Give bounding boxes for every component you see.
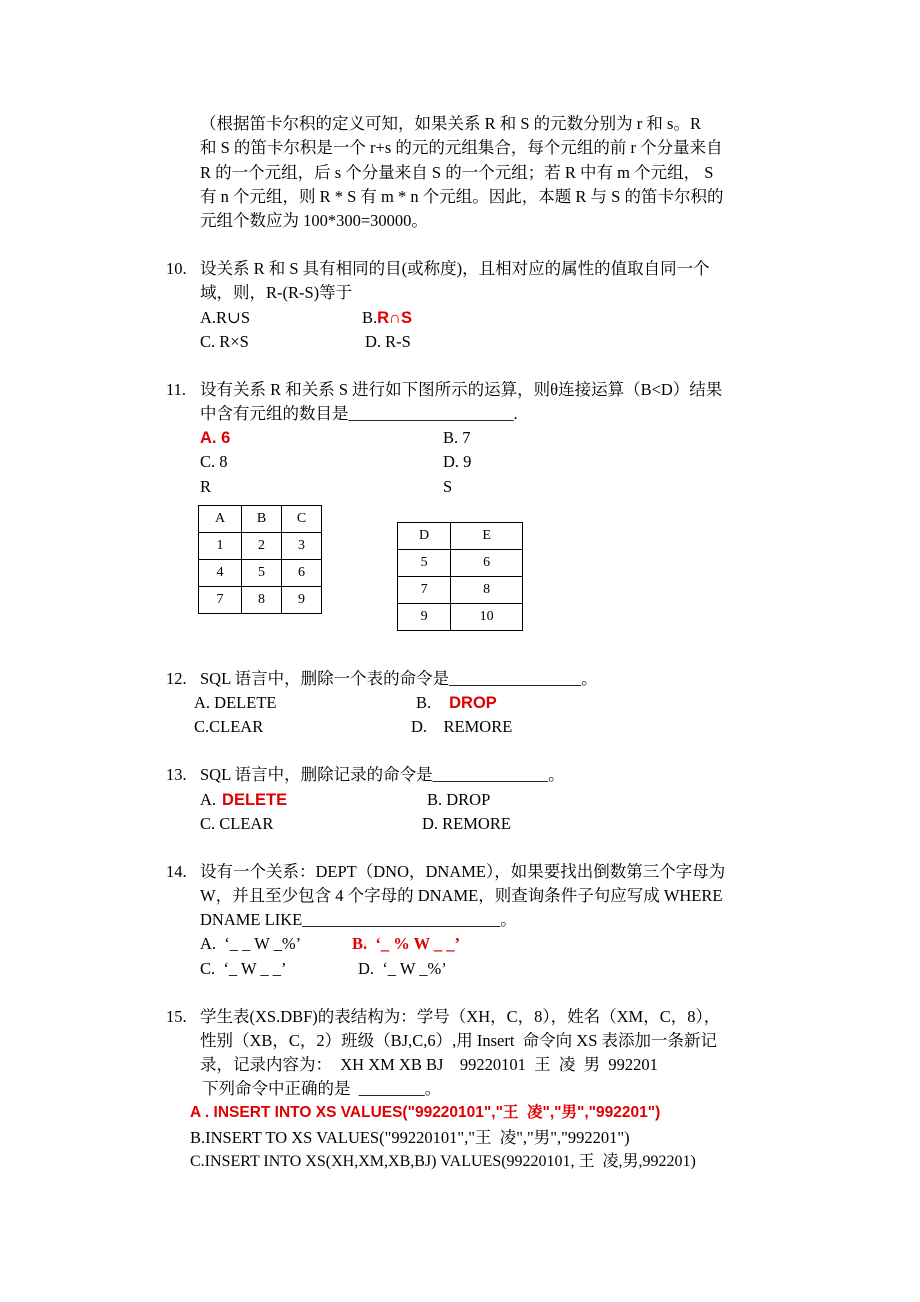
q10-answer: R∩S [377,309,412,327]
intro-line-5: 元组个数应为 100*300=30000。 [200,211,428,230]
table-row [398,550,523,577]
q14-answer-b: B. ‘_ % W _ _’ [352,934,461,953]
q14-option-a: A. ‘_ _ W _%’ [200,934,302,953]
table-cell: 3 [281,533,321,560]
q15-number: 15. [166,1007,187,1026]
table-header-cell: D [398,523,451,550]
q10-line-1: 设关系 R 和 S 具有相同的目(或称度)，且相对应的属性的值取自同一个 [200,259,710,278]
q12-option-d: D. REMORE [411,717,513,736]
table-cell: 5 [242,560,282,587]
q11-line-1: 设有关系 R 和关系 S 进行如下图所示的运算，则θ连接运算（B<D）结果 [200,380,723,399]
q11-line-2: 中含有元组的数目是____________________. [200,404,518,423]
q15-answer-a: A . INSERT INTO XS VALUES("99220101","王 凌","男","992201") [190,1104,661,1121]
q13-line-1: SQL 语言中，删除记录的命令是______________。 [200,765,565,784]
table-cell: 8 [242,587,282,614]
table-cell: 7 [398,577,451,604]
q13-option-c: C. CLEAR [200,814,274,833]
q10-option-b-prefix: B. [362,308,378,327]
intro-line-3: R 的一个元组，后 s 个分量来自 S 的一个元组；若 R 中有 m 个元组， S [200,163,714,182]
table-cell: 10 [451,604,523,631]
q12-option-b-prefix: B. [416,693,432,712]
q15-line-3: 录，记录内容为： XH XM XB BJ 99220101 王 凌 男 992201 [200,1055,658,1074]
q12-option-b [416,692,497,714]
table-cell: 4 [199,560,242,587]
q14-line-3: DNAME LIKE________________________。 [200,910,517,929]
table-cell: 6 [281,560,321,587]
table-row [398,577,523,604]
table-cell: 8 [451,577,523,604]
q11-table-r-label: R [200,477,212,496]
q13-option-a [200,789,287,811]
table-header-cell: E [451,523,523,550]
q11-answer-a: A. 6 [200,429,231,447]
q14-option-d: D. ‘_ W _%’ [358,959,447,978]
q12-answer: DROP [449,694,497,712]
intro-line-2: 和 S 的笛卡尔积是一个 r+s 的元的元组集合，每个元组的前 r 个分量来自 [200,138,723,157]
q13-option-a-prefix: A. [200,790,217,809]
q11-option-b: B. 7 [443,428,471,447]
table-row [199,560,322,587]
q10-option-c: C. R×S [200,332,249,351]
relation-s-table [397,522,523,631]
table-header-cell: C [281,506,321,533]
table-cell: 2 [242,533,282,560]
q11-option-c: C. 8 [200,452,228,471]
table-row [199,533,322,560]
q11-number: 11. [166,380,187,399]
q14-line-1: 设有一个关系：DEPT（DNO，DNAME），如果要找出倒数第三个字母为 [200,862,726,881]
q15-line-4: 下列命令中正确的是 ________。 [202,1079,442,1098]
q14-number: 14. [166,862,187,881]
q11-option-d: D. 9 [443,452,472,471]
q15-line-1: 学生表(XS.DBF)的表结构为：学号（XH，C，8），姓名（XM，C，8）， [200,1007,721,1026]
intro-line-1: （根据笛卡尔积的定义可知，如果关系 R 和 S 的元数分别为 r 和 s。R [200,114,701,133]
table-header-cell: B [242,506,282,533]
q10-option-b [362,307,412,329]
table-row [199,587,322,614]
table-cell: 6 [451,550,523,577]
q13-answer: DELETE [222,791,288,809]
q12-option-a: A. DELETE [194,693,277,712]
table-cell: 9 [398,604,451,631]
q11-table-s-label: S [443,477,453,496]
q10-line-2: 域，则，R-(R-S)等于 [200,283,353,302]
q10-number: 10. [166,259,187,278]
q12-number: 12. [166,669,187,688]
table-cell: 9 [281,587,321,614]
q12-option-c: C.CLEAR [194,717,264,736]
table-cell: 7 [199,587,242,614]
table-cell: 1 [199,533,242,560]
table-cell: 5 [398,550,451,577]
q13-option-b: B. DROP [427,790,491,809]
q14-option-c: C. ‘_ W _ _’ [200,959,287,978]
q13-option-d: D. REMORE [422,814,511,833]
q15-option-b: B.INSERT TO XS VALUES("99220101","王 凌","男","992201") [190,1128,630,1147]
table-header-cell: A [199,506,242,533]
table-row [398,604,523,631]
intro-line-4: 有 n 个元组，则 R * S 有 m * n 个元组。因此，本题 R 与 S 的笛卡尔积的 [200,187,724,206]
q10-option-d: D. R-S [365,332,411,351]
q10-option-a: A.R∪S [200,308,251,327]
q15-option-c: C.INSERT INTO XS(XH,XM,XB,BJ) VALUES(99220101, 王 凌,男,992201) [190,1153,696,1170]
q14-line-2: W，并且至少包含 4 个字母的 DNAME，则查询条件子句应写成 WHERE [200,886,723,905]
q13-number: 13. [166,765,187,784]
q15-line-2: 性别（XB，C，2）班级（BJ,C,6）,用 Insert 命令向 XS 表添加一条新记 [200,1031,718,1050]
q12-line-1: SQL 语言中，删除一个表的命令是________________。 [200,669,598,688]
relation-r-table [198,505,322,614]
